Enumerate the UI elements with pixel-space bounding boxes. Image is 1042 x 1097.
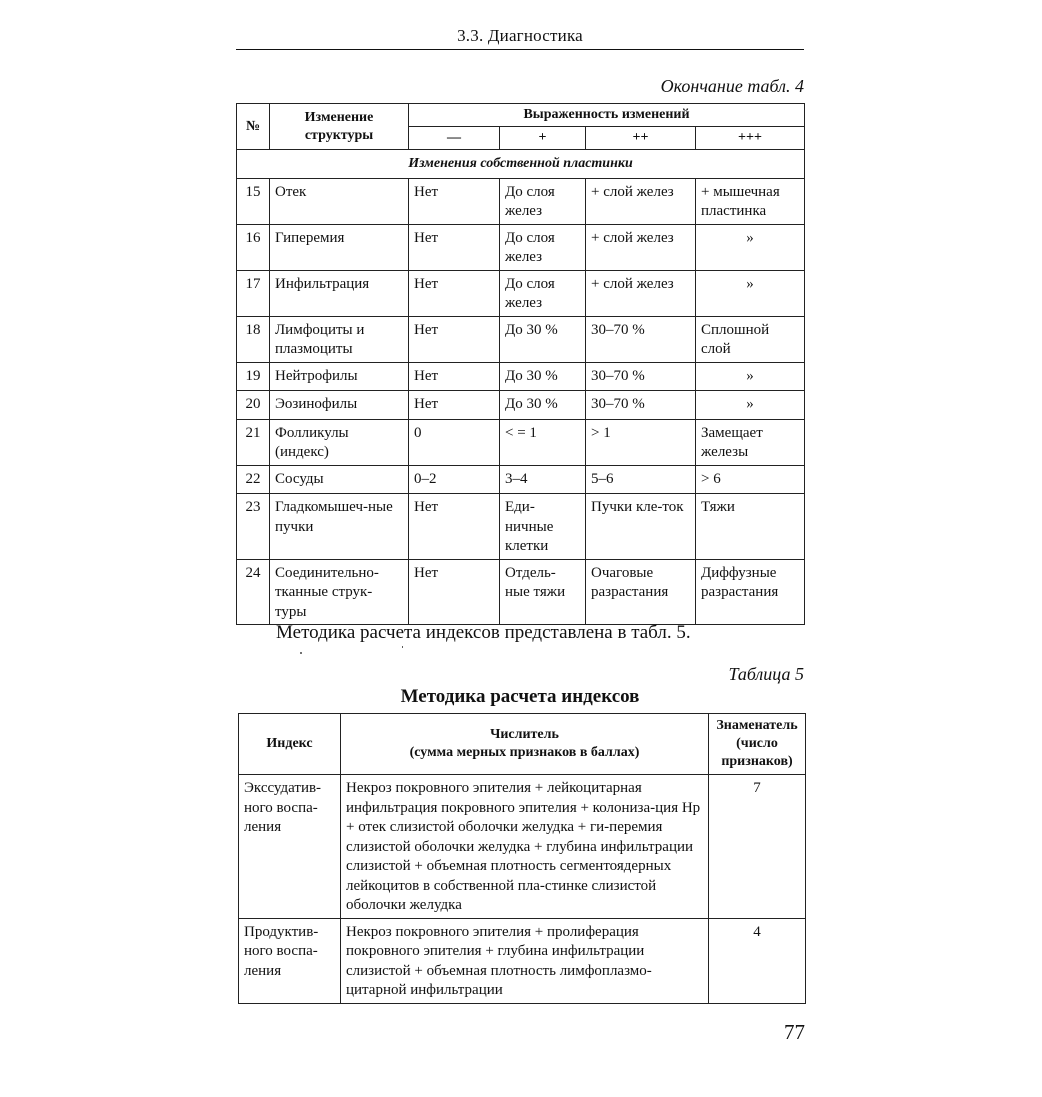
- paragraph: Методика расчета индексов представлена в табл. 5.: [276, 622, 691, 643]
- row-structure: Нейтрофилы: [270, 362, 409, 391]
- row-denominator: 4: [709, 918, 806, 1003]
- section-heading: Изменения собственной пластинки: [237, 150, 805, 179]
- table-row: [237, 419, 805, 465]
- cell-level-3: »: [696, 362, 805, 391]
- row-number: 21: [237, 419, 270, 465]
- cell-level-none: Нет: [409, 559, 500, 625]
- cell-level-2: Пучки кле-ток: [586, 494, 696, 560]
- cell-level-3: »: [696, 224, 805, 270]
- row-number: 19: [237, 362, 270, 391]
- header-rule: [236, 49, 804, 50]
- cell-level-none: Нет: [409, 270, 500, 316]
- row-number: 17: [237, 270, 270, 316]
- cell-level-2: Очаговые разрастания: [586, 559, 696, 625]
- table-row: [237, 316, 805, 362]
- cell-level-none: Нет: [409, 391, 500, 420]
- cell-level-3: + мышечная пластинка: [696, 178, 805, 224]
- row-structure: Эозинофилы: [270, 391, 409, 420]
- table-5: [238, 713, 806, 1004]
- cell-level-none: Нет: [409, 178, 500, 224]
- cell-level-3: »: [696, 391, 805, 420]
- col-header-severity: Выраженность изменений: [409, 104, 805, 127]
- row-structure: Инфильтрация: [270, 270, 409, 316]
- cell-level-1: Отдель-ные тяжи: [500, 559, 586, 625]
- row-number: 15: [237, 178, 270, 224]
- numerator-sublabel: (сумма мерных признаков в баллах): [409, 745, 640, 760]
- row-denominator: 7: [709, 775, 806, 919]
- table4-caption: Окончание табл. 4: [660, 76, 804, 96]
- level-header: —: [409, 127, 500, 150]
- row-structure: Гладкомышеч-ные пучки: [270, 494, 409, 560]
- row-number: 16: [237, 224, 270, 270]
- table-row: [237, 465, 805, 494]
- table-row: [239, 918, 806, 1003]
- col-header-index: Индекс: [239, 714, 341, 775]
- cell-level-none: 0: [409, 419, 500, 465]
- row-structure: Лимфоциты и плазмоциты: [270, 316, 409, 362]
- cell-level-1: До 30 %: [500, 391, 586, 420]
- cell-level-2: 30–70 %: [586, 362, 696, 391]
- cell-level-none: Нет: [409, 316, 500, 362]
- row-structure: Соединительно-тканные струк-туры: [270, 559, 409, 625]
- col-header-numerator: [341, 714, 709, 775]
- table-row: [237, 391, 805, 420]
- table-row: [237, 494, 805, 560]
- col-header-change: Изменение структуры: [270, 104, 409, 150]
- table-row: [237, 362, 805, 391]
- row-number: 20: [237, 391, 270, 420]
- cell-level-none: Нет: [409, 224, 500, 270]
- table-row: [239, 775, 806, 919]
- cell-level-1: До 30 %: [500, 316, 586, 362]
- level-header: +: [500, 127, 586, 150]
- row-index: Продуктив-ного воспа-ления: [239, 918, 341, 1003]
- cell-level-1: Еди-ничные клетки: [500, 494, 586, 560]
- row-structure: Сосуды: [270, 465, 409, 494]
- page-number: 77: [784, 1020, 805, 1044]
- cell-level-2: > 1: [586, 419, 696, 465]
- cell-level-1: До слоя желез: [500, 178, 586, 224]
- row-structure: Отек: [270, 178, 409, 224]
- running-header: 3.3. Диагностика: [457, 26, 583, 45]
- cell-level-2: 30–70 %: [586, 391, 696, 420]
- row-numerator: Некроз покровного эпителия + пролиферация покровного эпителия + глубина инфильтрации слизистой + объемная плотность лимфоплазмо-цитарной инфильтрации: [341, 918, 709, 1003]
- table5-title: Методика расчета индексов: [400, 686, 640, 707]
- cell-level-1: < = 1: [500, 419, 586, 465]
- row-number: 18: [237, 316, 270, 362]
- cell-level-3: Тяжи: [696, 494, 805, 560]
- row-structure: Гиперемия: [270, 224, 409, 270]
- row-number: 22: [237, 465, 270, 494]
- cell-level-1: До слоя желез: [500, 224, 586, 270]
- table-row: [237, 270, 805, 316]
- cell-level-1: До 30 %: [500, 362, 586, 391]
- row-number: 23: [237, 494, 270, 560]
- col-header-num: №: [237, 104, 270, 150]
- row-numerator: Некроз покровного эпителия + лейкоцитарная инфильтрация покровного эпителия + колониза-ция Нр + отек слизистой оболочки желудка + ги-перемия слизистой оболочки желудка + глубина инфильтрации слизистой + объемная плотность сегментоядерных лейкоцитов в собственной пла-стинке слизистой оболочки желудка: [341, 775, 709, 919]
- cell-level-2: + слой желез: [586, 270, 696, 316]
- cell-level-1: 3–4: [500, 465, 586, 494]
- cell-level-3: Замещает железы: [696, 419, 805, 465]
- cell-level-2: + слой желез: [586, 178, 696, 224]
- cell-level-none: 0–2: [409, 465, 500, 494]
- row-structure: Фолликулы (индекс): [270, 419, 409, 465]
- cell-level-3: Диффузные разрастания: [696, 559, 805, 625]
- table5-caption: Таблица 5: [728, 664, 804, 684]
- table-row: [237, 224, 805, 270]
- cell-level-3: Сплошной слой: [696, 316, 805, 362]
- col-header-denominator: Знаменатель (число признаков): [709, 714, 806, 775]
- cell-level-1: До слоя желез: [500, 270, 586, 316]
- row-number: 24: [237, 559, 270, 625]
- table-row: [237, 178, 805, 224]
- table-row: [237, 559, 805, 625]
- cell-level-2: + слой желез: [586, 224, 696, 270]
- cell-level-2: 30–70 %: [586, 316, 696, 362]
- level-header: ++: [586, 127, 696, 150]
- cell-level-3: > 6: [696, 465, 805, 494]
- scan-speck: [300, 652, 302, 654]
- row-index: Экссудатив-ного воспа-ления: [239, 775, 341, 919]
- cell-level-none: Нет: [409, 494, 500, 560]
- cell-level-none: Нет: [409, 362, 500, 391]
- scan-speck: [402, 646, 403, 648]
- cell-level-2: 5–6: [586, 465, 696, 494]
- numerator-label: Числитель: [490, 727, 559, 742]
- level-header: +++: [696, 127, 805, 150]
- table-4: [236, 103, 805, 625]
- cell-level-3: »: [696, 270, 805, 316]
